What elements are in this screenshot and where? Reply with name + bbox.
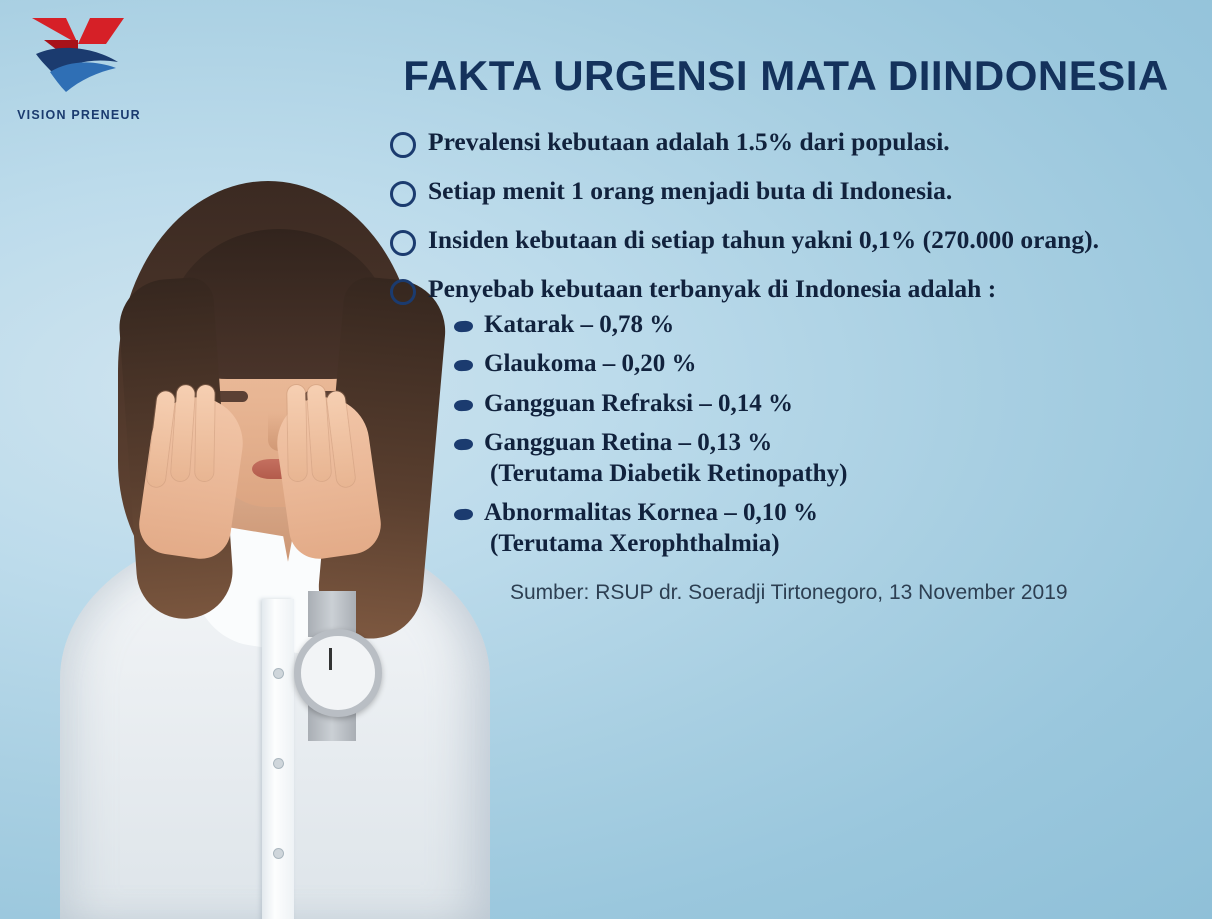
- poster-content: [380, 52, 1192, 605]
- facts-list: [380, 126, 1192, 559]
- cause-item: [428, 498, 1192, 559]
- photo-shirt-button: [274, 669, 283, 678]
- dash-bullet-icon: [454, 438, 474, 450]
- dash-bullet-icon: [454, 508, 474, 520]
- cause-label: Gangguan Retina – 0,13 %: [484, 429, 773, 456]
- cause-label: Katarak – 0,78 %: [484, 310, 675, 338]
- fact-text: Insiden kebutaan di setiap tahun yakni 0,1% (270.000 orang).: [428, 225, 1099, 255]
- page-title: FAKTA URGENSI MATA DIINDONESIA: [403, 52, 1169, 99]
- cause-item: [428, 389, 1192, 420]
- cause-item: [428, 310, 1192, 341]
- photo-finger: [195, 385, 215, 481]
- ring-bullet-icon: [390, 230, 416, 256]
- photo-shirt-button: [274, 759, 283, 768]
- dash-bullet-icon: [454, 320, 474, 332]
- cause-label: Abnormalitas Kornea – 0,10 %: [484, 499, 819, 526]
- ring-bullet-icon: [390, 279, 416, 305]
- cause-label: Glaukoma – 0,20 %: [484, 350, 697, 377]
- fact-item: [380, 224, 1192, 256]
- dash-bullet-icon: [454, 399, 474, 411]
- photo-shirt-button: [274, 849, 283, 858]
- cause-item: [428, 349, 1192, 380]
- brand-logo: [14, 10, 144, 130]
- cause-list: [428, 310, 1192, 560]
- fact-item: [380, 175, 1192, 207]
- fact-text: Penyebab kebutaan terbanyak di Indonesia adalah :: [428, 274, 997, 304]
- cause-label: Gangguan Refraksi – 0,14 %: [484, 389, 794, 417]
- logo-wordmark: VISION PRENEUR: [17, 108, 141, 122]
- fact-item: [380, 126, 1192, 158]
- fact-text: Setiap menit 1 orang menjadi buta di Indonesia.: [428, 176, 953, 206]
- photo-finger: [287, 385, 307, 481]
- ring-bullet-icon: [390, 132, 416, 158]
- fact-text: Prevalensi kebutaan adalah 1.5% dari populasi.: [428, 127, 950, 156]
- dash-bullet-icon: [454, 359, 474, 371]
- logo-mark-icon: [14, 10, 144, 110]
- cause-item: [428, 428, 1192, 489]
- fact-item-causes: [380, 273, 1192, 559]
- source-citation: Sumber: RSUP dr. Soeradji Tirtonegoro, 13 November 2019: [510, 581, 1068, 604]
- cause-note: (Terutama Diabetik Retinopathy): [490, 459, 848, 487]
- cause-note: (Terutama Xerophthalmia): [490, 529, 780, 557]
- ring-bullet-icon: [390, 181, 416, 207]
- photo-wristwatch: [294, 629, 382, 717]
